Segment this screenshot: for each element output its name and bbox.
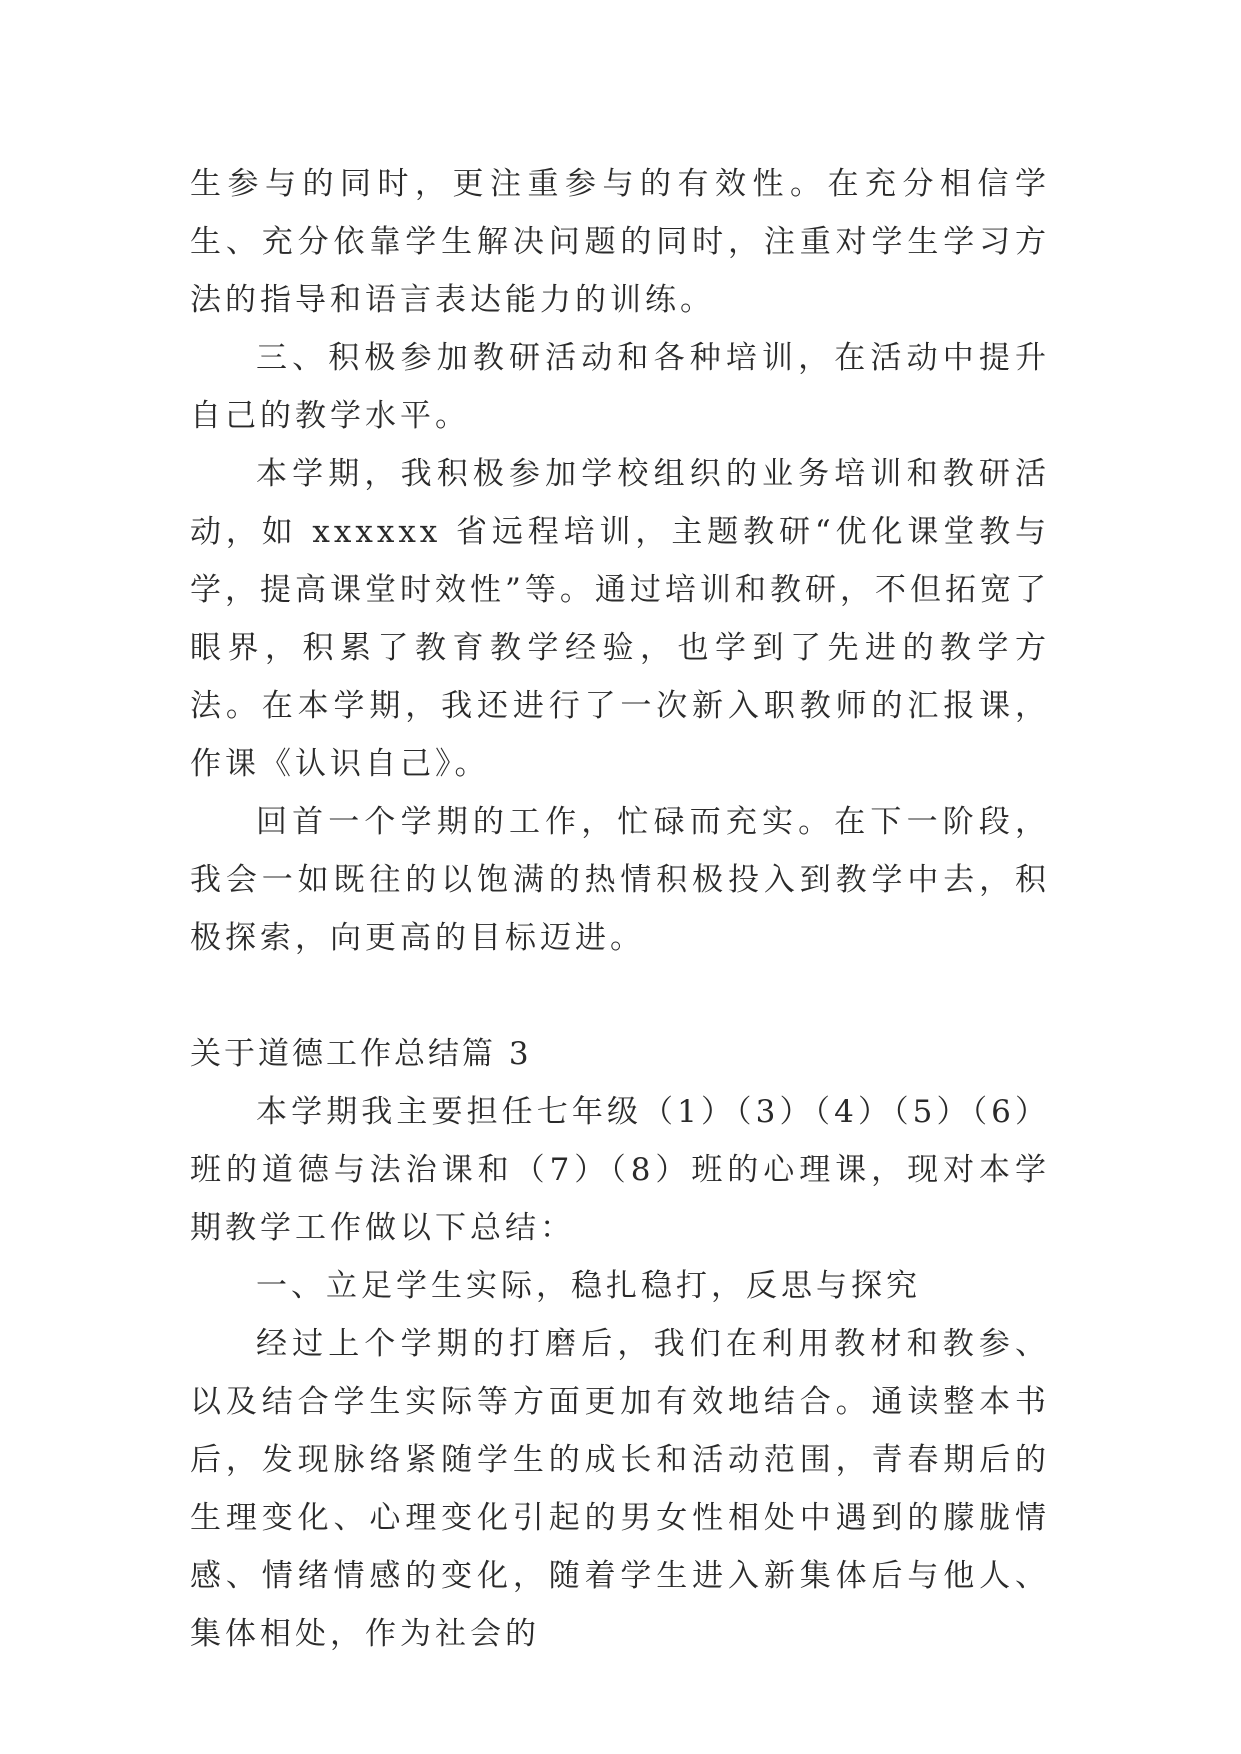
document-body xyxy=(190,155,1050,1663)
paragraph-heading-one: 一、立足学生实际，稳扎稳打，反思与探究 xyxy=(256,1268,921,1304)
paragraph-body: 经过上个学期的打磨后，我们在利用教材和教参、以及结合学生实际等方面更加有效地结合。通读整本书后，发现脉络紧随学生的成长和活动范围，青春期后的生理变化、心理变化引起的男女性相处中遇到的朦胧情感、情绪情感的变化，随着学生进入新集体后与他人、集体相处，作为社会的 xyxy=(190,1326,1050,1652)
paragraph-conclusion: 回首一个学期的工作，忙碌而充实。在下一阶段，我会一如既往的以饱满的热情积极投入到教学中去，积极探索，向更高的目标迈进。 xyxy=(190,804,1050,956)
paragraph-continued: 生参与的同时，更注重参与的有效性。在充分相信学生、充分依靠学生解决问题的同时，注重对学生学习方法的指导和语言表达能力的训练。 xyxy=(190,166,1050,318)
section-title: 关于道德工作总结篇 3 xyxy=(190,1036,532,1072)
paragraph-heading-three: 三、积极参加教研活动和各种培训，在活动中提升自己的教学水平。 xyxy=(190,340,1050,434)
paragraph-training: 本学期，我积极参加学校组织的业务培训和教研活动，如 xxxxxx 省远程培训，主题教研“优化课堂教与学，提高课堂时效性”等。通过培训和教研，不但拓宽了眼界，积累了教育教学经验，也学到了先进的教学方法。在本学期，我还进行了一次新入职教师的汇报课，作课《认识自己》。 xyxy=(190,456,1050,782)
paragraph-intro: 本学期我主要担任七年级（1）（3）（4）（5）（6）班的道德与法治课和（7）（8）班的心理课，现对本学期教学工作做以下总结： xyxy=(190,1094,1050,1246)
section-spacer xyxy=(190,967,1050,1025)
